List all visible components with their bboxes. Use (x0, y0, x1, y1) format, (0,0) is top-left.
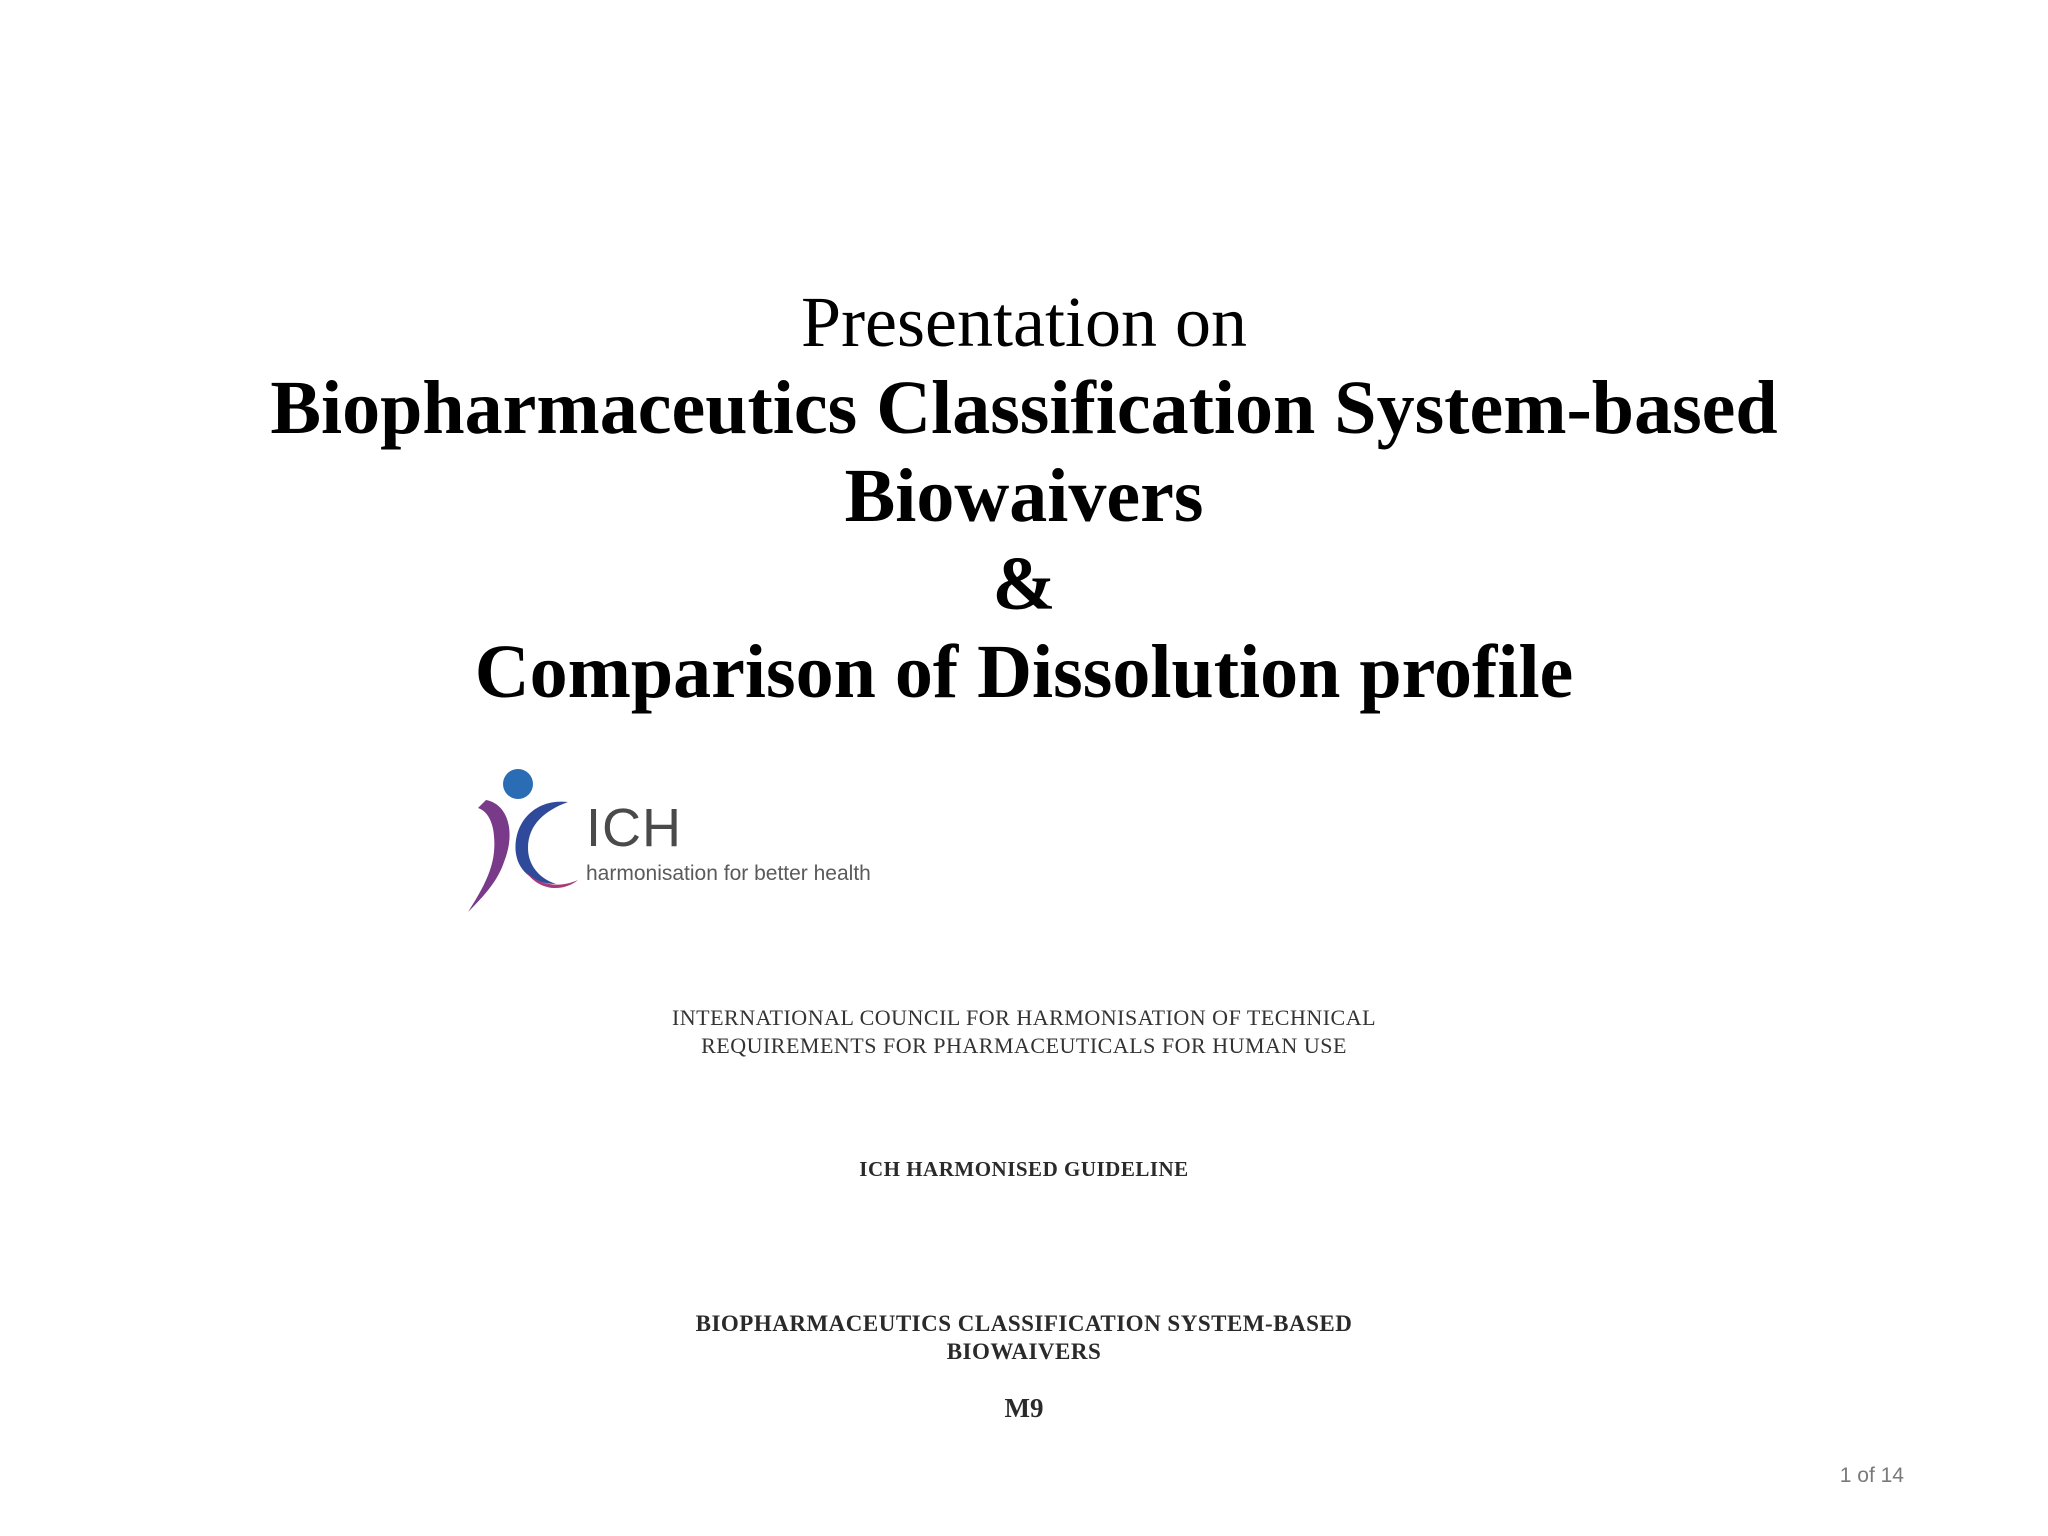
council-line-2: REQUIREMENTS FOR PHARMACEUTICALS FOR HUMAN USE (701, 1033, 1347, 1058)
council-line-1: INTERNATIONAL COUNCIL FOR HARMONISATION OF TECHNICAL (671, 1005, 1377, 1030)
guideline-topic (0, 1310, 2048, 1366)
title-line-4: Comparison of Dissolution profile (474, 630, 1574, 714)
guideline-code: M9 (1004, 1393, 1044, 1423)
logo-right-swoosh-icon (516, 802, 568, 884)
ich-logo (456, 762, 916, 912)
ich-emblem-icon (456, 762, 586, 912)
title-line-2: Biowaivers (844, 454, 1204, 538)
topic-line-2: BIOWAIVERS (946, 1339, 1102, 1364)
logo-tagline: harmonisation for better health (586, 862, 871, 885)
logo-left-swoosh-icon (468, 800, 510, 912)
slide-title (0, 280, 2048, 716)
topic-line-1: BIOPHARMACEUTICS CLASSIFICATION SYSTEM-BASED (695, 1311, 1353, 1336)
guideline-label: ICH HARMONISED GUIDELINE (859, 1157, 1189, 1181)
page-counter: 1 of 14 (1839, 1464, 1904, 1487)
title-intro: Presentation on (801, 282, 1247, 362)
title-line-1: Biopharmaceutics Classification System-based (270, 366, 1778, 450)
council-name (0, 1004, 2048, 1060)
logo-head-icon (503, 769, 533, 799)
title-line-3: & (992, 542, 1056, 626)
logo-wordmark: ICH (586, 798, 682, 858)
